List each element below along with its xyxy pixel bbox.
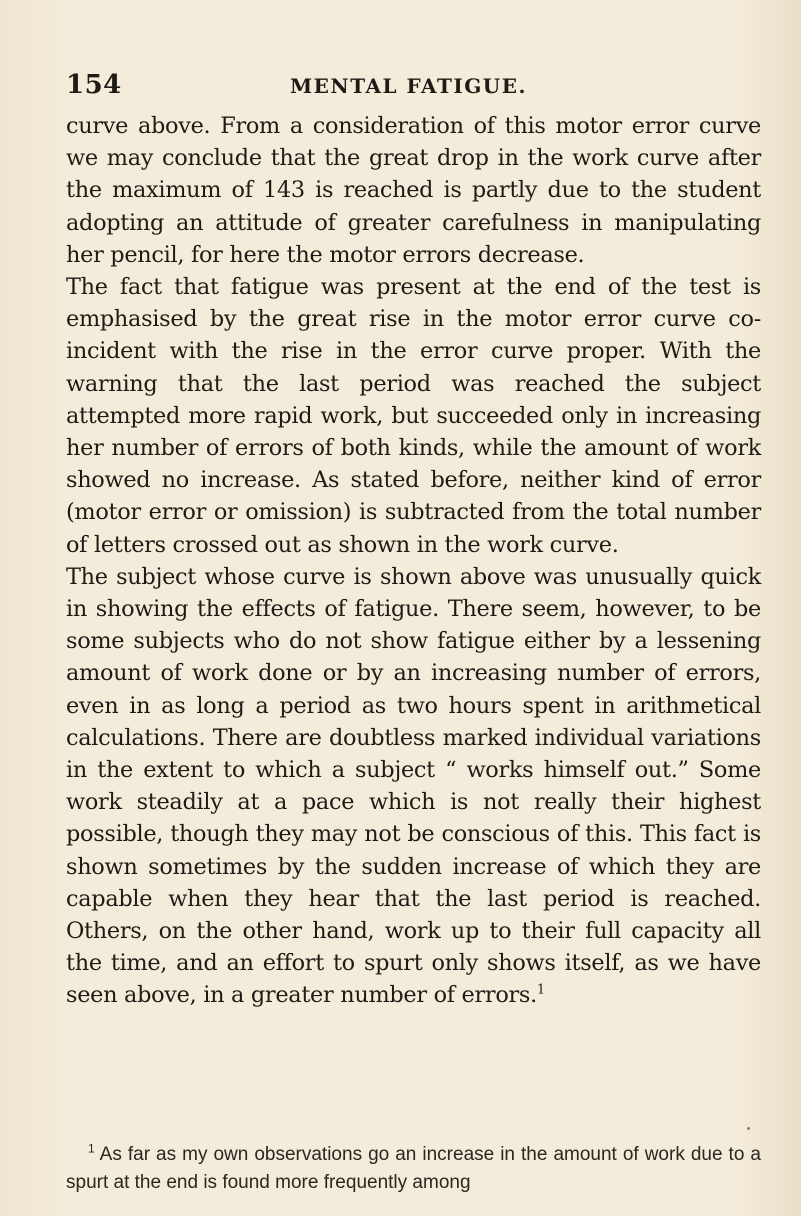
- running-title: MENTAL FATIGUE.: [290, 74, 527, 98]
- page-header: [56, 70, 761, 110]
- paragraph-2: The fact that fatigue was present at the end of the test is emphasised by the great rise in the motor error curve co-incident with the rise in the error curve proper. With the warning that the last period was reached the subject attempted more rapid work, but succeeded only in increasing her number of errors of both kinds, while the amount of work showed no increase. As stated before, neither kind of error (motor error or omission) is subtracted from the total number of letters crossed out as shown in the work curve.: [66, 274, 761, 558]
- footnote: [66, 1141, 761, 1197]
- page-number: 154: [66, 70, 122, 100]
- footnote-text: As far as my own observations go an increase in the amount of work due to a spurt at the end is found more frequently among: [66, 1144, 761, 1193]
- footnote-marker: 1: [88, 1141, 95, 1156]
- paragraph-1: curve above. From a consideration of this motor error curve we may conclude that the great drop in the work curve after the maximum of 143 is reached is partly due to the student adopting an attitude of greater carefulness in manipulating her pencil, for here the motor errors decrease.: [66, 113, 761, 268]
- footnote-reference: 1: [536, 983, 545, 999]
- paragraph-3-text: The subject whose curve is shown above was unusually quick in showing the effects of fatigue. There seem, however, to be some subjects who do not show fatigue either by a lessening amount of work done or by an increasing number of errors, even in as long a period as two hours spent in arithmetical calculations. There are doubtless marked individual variations in the extent to which a subject “ works himself out.” Some work steadily at a pace which is not really their highest possible, though they may not be conscious of this. This fact is shown sometimes by the sudden increase of which they are capable when they hear that the last period is reached. Others, on the other hand, work up to their full capacity all the time, and an effort to spurt only shows itself, as we have seen above, in a greater number of errors.: [66, 563, 761, 1009]
- paragraph-3: [66, 561, 761, 1012]
- body-text: [66, 110, 761, 1012]
- paper-speck: [747, 1127, 750, 1130]
